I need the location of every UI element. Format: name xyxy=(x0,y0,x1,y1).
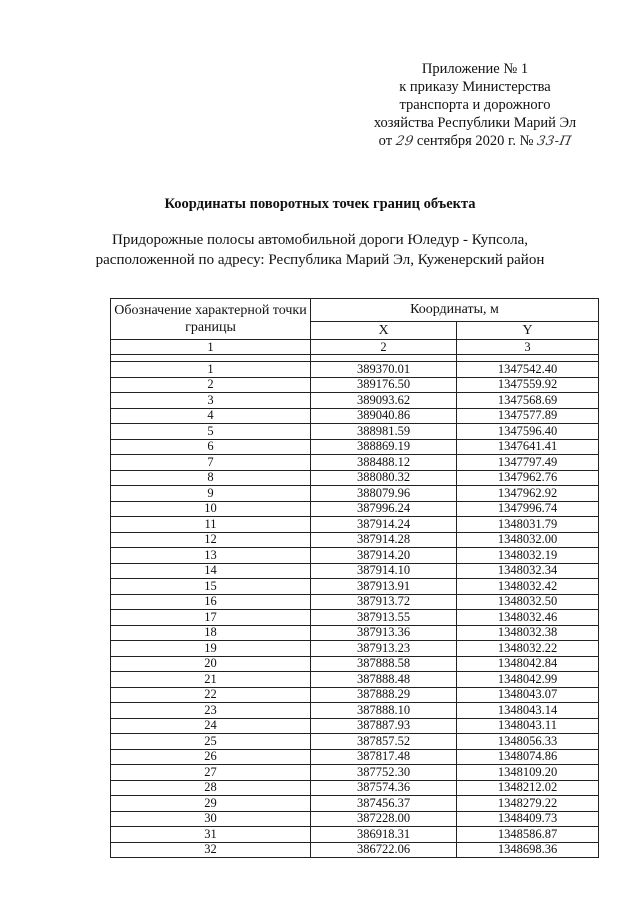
y-coordinate-cell: 1348032.46 xyxy=(457,610,599,626)
x-coordinate-cell: 387752.30 xyxy=(311,765,457,781)
table-row xyxy=(111,656,599,672)
y-coordinate-cell: 1347641.41 xyxy=(457,439,599,455)
y-coordinate-cell: 1348409.73 xyxy=(457,811,599,827)
y-coordinate-cell: 1348032.19 xyxy=(457,548,599,564)
spacer-cell xyxy=(457,355,599,362)
x-coordinate-cell: 387888.48 xyxy=(311,672,457,688)
y-coordinate-cell: 1347559.92 xyxy=(457,377,599,393)
spacer-row xyxy=(111,355,599,362)
y-coordinate-cell: 1348698.36 xyxy=(457,842,599,858)
point-number-cell: 31 xyxy=(111,827,311,843)
date-rest: сентября 2020 г. № xyxy=(416,133,534,149)
table-row xyxy=(111,424,599,440)
point-number-cell: 12 xyxy=(111,532,311,548)
y-coordinate-cell: 1348074.86 xyxy=(457,749,599,765)
y-coordinate-cell: 1348043.07 xyxy=(457,687,599,703)
table-row xyxy=(111,579,599,595)
table-row xyxy=(111,408,599,424)
point-number-cell: 28 xyxy=(111,780,311,796)
x-coordinate-cell: 389370.01 xyxy=(311,362,457,378)
y-coordinate-cell: 1348032.34 xyxy=(457,563,599,579)
table-row xyxy=(111,393,599,409)
table-row xyxy=(111,780,599,796)
appendix-block xyxy=(370,60,580,151)
coordinates-table xyxy=(110,298,599,858)
table-row xyxy=(111,827,599,843)
point-number-cell: 15 xyxy=(111,579,311,595)
y-coordinate-cell: 1347996.74 xyxy=(457,501,599,517)
y-coordinate-cell: 1347577.89 xyxy=(457,408,599,424)
point-number-cell: 30 xyxy=(111,811,311,827)
column-number-row xyxy=(111,340,599,355)
x-coordinate-cell: 386722.06 xyxy=(311,842,457,858)
table-row xyxy=(111,796,599,812)
y-coordinate-cell: 1348032.42 xyxy=(457,579,599,595)
table-row xyxy=(111,765,599,781)
table-row xyxy=(111,563,599,579)
point-number-cell: 22 xyxy=(111,687,311,703)
x-coordinate-cell: 388981.59 xyxy=(311,424,457,440)
y-coordinate-cell: 1347797.49 xyxy=(457,455,599,471)
table-row xyxy=(111,548,599,564)
table-row xyxy=(111,532,599,548)
point-number-cell: 23 xyxy=(111,703,311,719)
appendix-line: Приложение № 1 xyxy=(421,61,529,77)
x-coordinate-cell: 387888.58 xyxy=(311,656,457,672)
y-coordinate-cell: 1348032.50 xyxy=(457,594,599,610)
column-number: 2 xyxy=(311,340,457,355)
point-number-cell: 7 xyxy=(111,455,311,471)
header-x: X xyxy=(311,322,457,340)
y-coordinate-cell: 1348043.11 xyxy=(457,718,599,734)
spacer-cell xyxy=(111,355,311,362)
x-coordinate-cell: 389040.86 xyxy=(311,408,457,424)
header-coordinates: Координаты, м xyxy=(311,299,599,322)
table-row xyxy=(111,687,599,703)
x-coordinate-cell: 388079.96 xyxy=(311,486,457,502)
y-coordinate-cell: 1347596.40 xyxy=(457,424,599,440)
column-number: 3 xyxy=(457,340,599,355)
table-row xyxy=(111,749,599,765)
x-coordinate-cell: 387996.24 xyxy=(311,501,457,517)
table-row xyxy=(111,625,599,641)
point-number-cell: 9 xyxy=(111,486,311,502)
y-coordinate-cell: 1348056.33 xyxy=(457,734,599,750)
x-coordinate-cell: 387817.48 xyxy=(311,749,457,765)
table-row xyxy=(111,610,599,626)
point-number-cell: 1 xyxy=(111,362,311,378)
table-row xyxy=(111,486,599,502)
y-coordinate-cell: 1347568.69 xyxy=(457,393,599,409)
point-number-cell: 26 xyxy=(111,749,311,765)
x-coordinate-cell: 387913.72 xyxy=(311,594,457,610)
header-point-designation: Обозначение характерной точки границы xyxy=(111,299,311,340)
spacer-cell xyxy=(311,355,457,362)
point-number-cell: 16 xyxy=(111,594,311,610)
x-coordinate-cell: 387857.52 xyxy=(311,734,457,750)
y-coordinate-cell: 1348042.84 xyxy=(457,656,599,672)
table-row xyxy=(111,718,599,734)
x-coordinate-cell: 387914.24 xyxy=(311,517,457,533)
x-coordinate-cell: 388488.12 xyxy=(311,455,457,471)
point-number-cell: 19 xyxy=(111,641,311,657)
subtitle-line: расположенной по адресу: Республика Марий Эл, Куженерский район xyxy=(95,252,545,268)
point-number-cell: 6 xyxy=(111,439,311,455)
table-row xyxy=(111,703,599,719)
point-number-cell: 25 xyxy=(111,734,311,750)
table-row xyxy=(111,470,599,486)
point-number-cell: 2 xyxy=(111,377,311,393)
point-number-cell: 21 xyxy=(111,672,311,688)
table-row xyxy=(111,501,599,517)
table-row xyxy=(111,641,599,657)
table-row xyxy=(111,811,599,827)
table-row xyxy=(111,362,599,378)
y-coordinate-cell: 1348586.87 xyxy=(457,827,599,843)
table-row xyxy=(111,594,599,610)
table-row xyxy=(111,734,599,750)
table-row xyxy=(111,439,599,455)
y-coordinate-cell: 1348032.00 xyxy=(457,532,599,548)
point-number-cell: 14 xyxy=(111,563,311,579)
appendix-date-line xyxy=(370,132,580,151)
x-coordinate-cell: 387914.10 xyxy=(311,563,457,579)
y-coordinate-cell: 1347962.92 xyxy=(457,486,599,502)
point-number-cell: 8 xyxy=(111,470,311,486)
y-coordinate-cell: 1348031.79 xyxy=(457,517,599,533)
x-coordinate-cell: 387887.93 xyxy=(311,718,457,734)
y-coordinate-cell: 1348109.20 xyxy=(457,765,599,781)
point-number-cell: 4 xyxy=(111,408,311,424)
point-number-cell: 5 xyxy=(111,424,311,440)
x-coordinate-cell: 387914.20 xyxy=(311,548,457,564)
y-coordinate-cell: 1348032.38 xyxy=(457,625,599,641)
x-coordinate-cell: 387913.36 xyxy=(311,625,457,641)
order-number: 33-П xyxy=(535,134,573,149)
x-coordinate-cell: 386918.31 xyxy=(311,827,457,843)
y-coordinate-cell: 1347542.40 xyxy=(457,362,599,378)
x-coordinate-cell: 387456.37 xyxy=(311,796,457,812)
date-prefix: от xyxy=(378,133,393,149)
point-number-cell: 24 xyxy=(111,718,311,734)
x-coordinate-cell: 387574.36 xyxy=(311,780,457,796)
table-row xyxy=(111,842,599,858)
table-row xyxy=(111,455,599,471)
point-number-cell: 27 xyxy=(111,765,311,781)
y-coordinate-cell: 1348212.02 xyxy=(457,780,599,796)
appendix-line: транспорта и дорожного xyxy=(399,97,551,113)
x-coordinate-cell: 387228.00 xyxy=(311,811,457,827)
point-number-cell: 32 xyxy=(111,842,311,858)
x-coordinate-cell: 387913.91 xyxy=(311,579,457,595)
point-number-cell: 20 xyxy=(111,656,311,672)
y-coordinate-cell: 1348279.22 xyxy=(457,796,599,812)
point-number-cell: 17 xyxy=(111,610,311,626)
point-number-cell: 18 xyxy=(111,625,311,641)
x-coordinate-cell: 387913.55 xyxy=(311,610,457,626)
x-coordinate-cell: 387888.29 xyxy=(311,687,457,703)
date-day: 29 xyxy=(394,134,415,149)
x-coordinate-cell: 387913.23 xyxy=(311,641,457,657)
y-coordinate-cell: 1348043.14 xyxy=(457,703,599,719)
x-coordinate-cell: 389176.50 xyxy=(311,377,457,393)
x-coordinate-cell: 389093.62 xyxy=(311,393,457,409)
column-number: 1 xyxy=(111,340,311,355)
point-number-cell: 29 xyxy=(111,796,311,812)
subtitle-line: Придорожные полосы автомобильной дороги Юледур - Купсола, xyxy=(111,232,528,248)
appendix-line: хозяйства Республики Марий Эл xyxy=(373,115,577,131)
y-coordinate-cell: 1347962.76 xyxy=(457,470,599,486)
table-row xyxy=(111,517,599,533)
appendix-line: к приказу Министерства xyxy=(399,79,551,95)
point-number-cell: 11 xyxy=(111,517,311,533)
x-coordinate-cell: 388080.32 xyxy=(311,470,457,486)
table-body xyxy=(111,362,599,858)
y-coordinate-cell: 1348042.99 xyxy=(457,672,599,688)
document-subtitle xyxy=(0,230,640,270)
point-number-cell: 13 xyxy=(111,548,311,564)
x-coordinate-cell: 387888.10 xyxy=(311,703,457,719)
table-header xyxy=(111,299,599,362)
x-coordinate-cell: 388869.19 xyxy=(311,439,457,455)
table-row xyxy=(111,377,599,393)
y-coordinate-cell: 1348032.22 xyxy=(457,641,599,657)
x-coordinate-cell: 387914.28 xyxy=(311,532,457,548)
point-number-cell: 3 xyxy=(111,393,311,409)
header-y: Y xyxy=(457,322,599,340)
document-title: Координаты поворотных точек границ объекта xyxy=(164,196,476,212)
point-number-cell: 10 xyxy=(111,501,311,517)
table-row xyxy=(111,672,599,688)
